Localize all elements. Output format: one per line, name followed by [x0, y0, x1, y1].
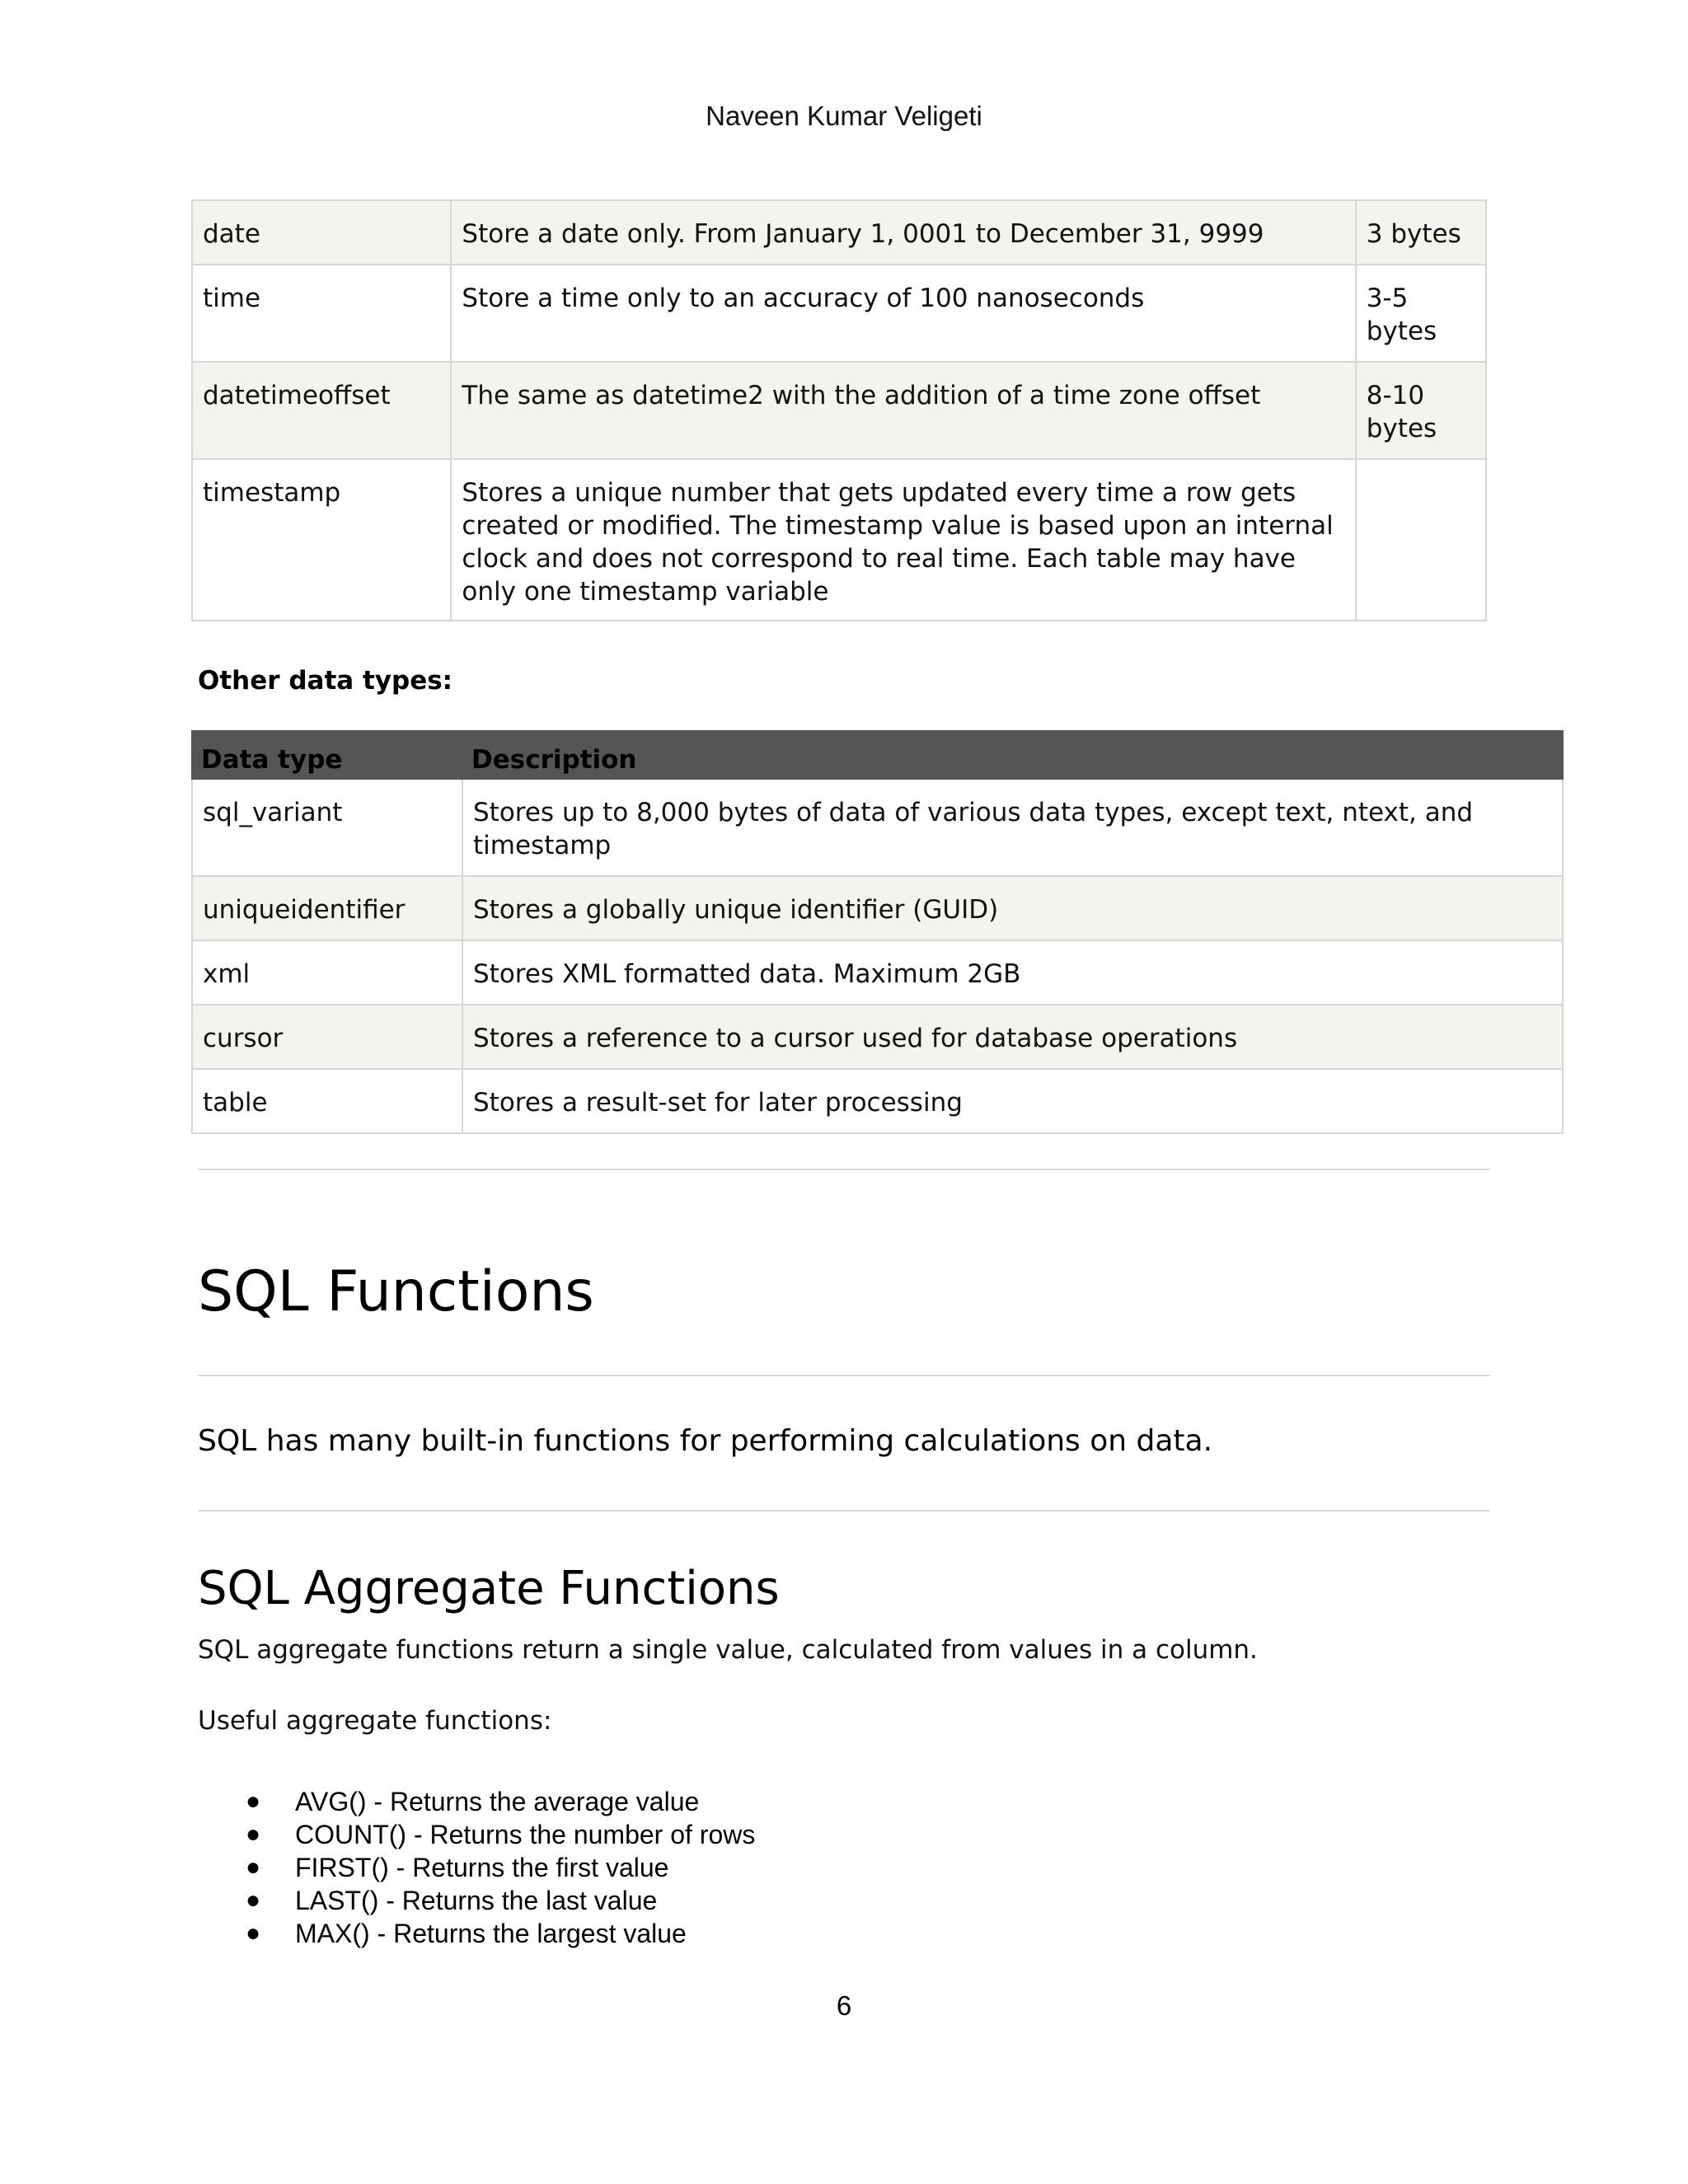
bullet-icon: ● [246, 1788, 261, 1815]
type-cell: datetimeoffset [192, 362, 451, 459]
table-row [192, 200, 1486, 265]
type-cell: table [192, 1069, 462, 1133]
divider [198, 1510, 1490, 1511]
divider [198, 1375, 1490, 1376]
list-item [198, 1818, 755, 1851]
header-data-type: Data type [192, 731, 462, 779]
description-cell: Stores a reference to a cursor used for database operations [462, 1005, 1563, 1069]
table-row [192, 876, 1563, 940]
date-time-types-table [191, 199, 1487, 621]
type-cell: xml [192, 940, 462, 1005]
header-description: Description [462, 731, 1563, 779]
table-row [192, 265, 1486, 362]
other-data-types-table [191, 730, 1564, 1134]
description-cell: The same as datetime2 with the addition of a time zone offset [451, 362, 1355, 459]
table-row [192, 1005, 1563, 1069]
table-header-row [192, 731, 1563, 779]
list-item [198, 1785, 755, 1818]
type-cell: cursor [192, 1005, 462, 1069]
type-cell: uniqueidentifier [192, 876, 462, 940]
storage-cell: 3 bytes [1356, 200, 1486, 265]
description-cell: Stores up to 8,000 bytes of data of various data types, except text, ntext, and timestamp [462, 779, 1563, 876]
table-row [192, 1069, 1563, 1133]
description-cell: Stores a result-set for later processing [462, 1069, 1563, 1133]
type-cell: timestamp [192, 459, 451, 621]
list-item-text: AVG() - Returns the average value [295, 1787, 700, 1816]
functions-intro: SQL has many built-in functions for performing calculations on data. [198, 1424, 1213, 1458]
description-cell: Store a time only to an accuracy of 100 nanoseconds [451, 265, 1355, 362]
table-row [192, 459, 1486, 621]
page-number: 6 [836, 1990, 852, 2021]
list-item-text: MAX() - Returns the largest value [295, 1919, 687, 1948]
description-cell: Stores a unique number that gets updated every time a row gets created or modified. The timestamp value is based upon an internal clock and does not correspond to real time. Each table may have only one timestamp variable [451, 459, 1355, 621]
aggregate-list-intro: Useful aggregate functions: [198, 1706, 552, 1736]
list-item [198, 1917, 755, 1950]
type-cell: sql_variant [192, 779, 462, 876]
page-header-author: Naveen Kumar Veligeti [706, 101, 982, 131]
bullet-icon: ● [246, 1854, 261, 1881]
description-cell: Stores a globally unique identifier (GUID) [462, 876, 1563, 940]
description-cell: Stores XML formatted data. Maximum 2GB [462, 940, 1563, 1005]
aggregate-functions-list [198, 1785, 755, 1950]
table-row [192, 362, 1486, 459]
description-cell: Store a date only. From January 1, 0001 to December 31, 9999 [451, 200, 1355, 265]
storage-cell: 8-10 bytes [1356, 362, 1486, 459]
subsection-title: SQL Aggregate Functions [198, 1562, 780, 1615]
type-cell: time [192, 265, 451, 362]
section-title: SQL Functions [198, 1259, 594, 1324]
type-cell: date [192, 200, 451, 265]
bullet-icon: ● [246, 1919, 261, 1947]
list-item [198, 1884, 755, 1917]
list-item-text: COUNT() - Returns the number of rows [295, 1820, 756, 1849]
bullet-icon: ● [246, 1821, 261, 1848]
table-row [192, 779, 1563, 876]
storage-cell [1356, 459, 1486, 621]
bullet-icon: ● [246, 1886, 261, 1914]
list-item-text: LAST() - Returns the last value [295, 1886, 658, 1915]
aggregate-description: SQL aggregate functions return a single value, calculated from values in a column. [198, 1635, 1258, 1665]
table-row [192, 940, 1563, 1005]
divider [198, 1169, 1490, 1170]
other-data-types-heading: Other data types: [198, 666, 453, 696]
list-item-text: FIRST() - Returns the first value [295, 1853, 669, 1882]
list-item [198, 1851, 755, 1884]
storage-cell: 3-5 bytes [1356, 265, 1486, 362]
